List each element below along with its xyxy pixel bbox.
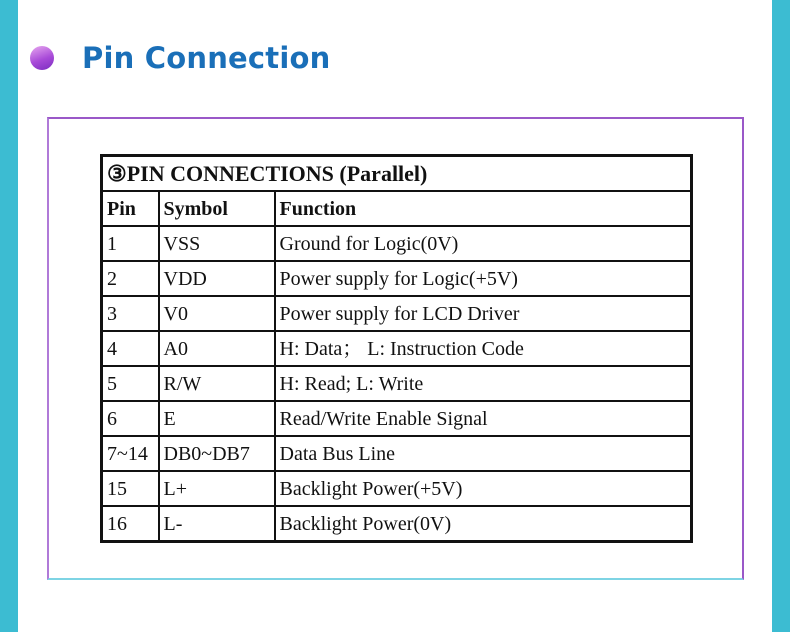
section-title: Pin Connection (82, 41, 331, 75)
pin-cell: 15 (102, 471, 159, 506)
symbol-cell: R/W (159, 366, 275, 401)
table-row (102, 506, 692, 542)
symbol-cell: L- (159, 506, 275, 542)
right-side-bar (772, 0, 790, 632)
function-cell: H: Data； L: Instruction Code (275, 331, 692, 366)
function-cell: Ground for Logic(0V) (275, 226, 692, 261)
section-heading (30, 36, 330, 80)
symbol-cell: V0 (159, 296, 275, 331)
function-cell: Backlight Power(0V) (275, 506, 692, 542)
table-row (102, 331, 692, 366)
pin-cell: 5 (102, 366, 159, 401)
function-cell: Read/Write Enable Signal (275, 401, 692, 436)
table-header-row (102, 191, 692, 226)
symbol-cell: DB0~DB7 (159, 436, 275, 471)
pin-cell: 7~14 (102, 436, 159, 471)
pin-cell: 6 (102, 401, 159, 436)
bullet-dot-icon (30, 46, 54, 70)
pin-cell: 2 (102, 261, 159, 296)
pin-cell: 3 (102, 296, 159, 331)
table-row (102, 436, 692, 471)
left-side-bar (0, 0, 18, 632)
table-row (102, 226, 692, 261)
pin-cell: 16 (102, 506, 159, 542)
symbol-cell: VDD (159, 261, 275, 296)
header-function: Function (275, 191, 692, 226)
pin-connection-table (100, 154, 693, 543)
table-row (102, 401, 692, 436)
function-cell: Power supply for Logic(+5V) (275, 261, 692, 296)
header-symbol: Symbol (159, 191, 275, 226)
table-title-row (102, 156, 692, 192)
header-pin: Pin (102, 191, 159, 226)
table-title: ③PIN CONNECTIONS (Parallel) (102, 156, 692, 192)
table-row (102, 261, 692, 296)
function-cell: Backlight Power(+5V) (275, 471, 692, 506)
table-row (102, 366, 692, 401)
function-cell: H: Read; L: Write (275, 366, 692, 401)
symbol-cell: E (159, 401, 275, 436)
function-cell: Data Bus Line (275, 436, 692, 471)
table-row (102, 296, 692, 331)
pin-cell: 1 (102, 226, 159, 261)
pin-cell: 4 (102, 331, 159, 366)
symbol-cell: VSS (159, 226, 275, 261)
table-row (102, 471, 692, 506)
symbol-cell: L+ (159, 471, 275, 506)
symbol-cell: A0 (159, 331, 275, 366)
function-cell: Power supply for LCD Driver (275, 296, 692, 331)
